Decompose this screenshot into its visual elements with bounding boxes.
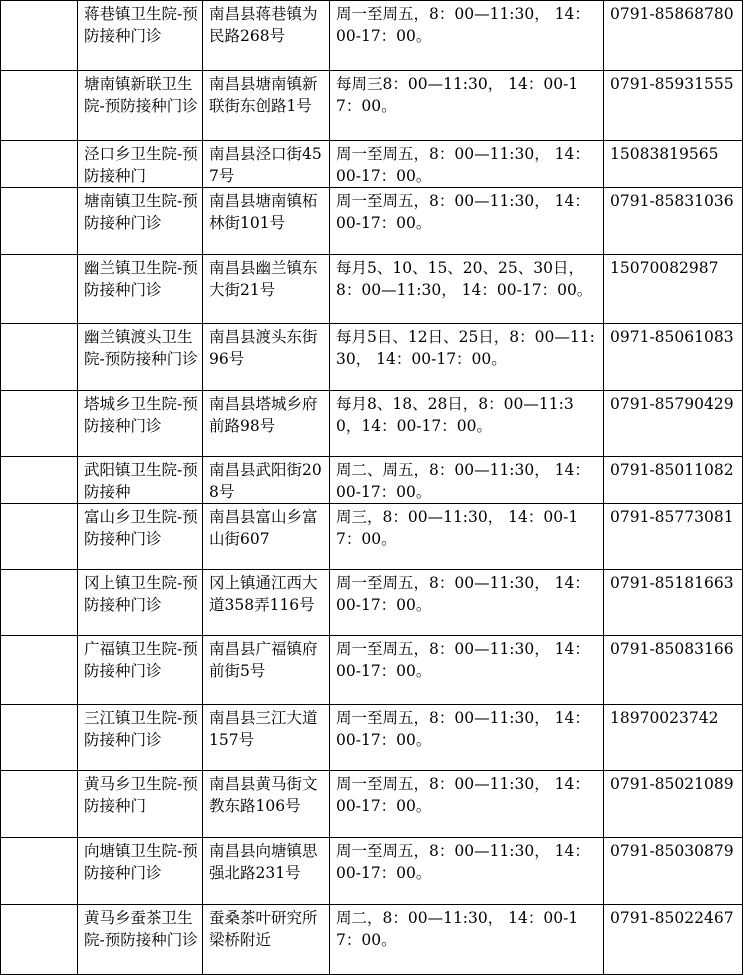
clinic-hours-cell: 周一至周五，8：00—11:30， 14：00-17：00。 bbox=[330, 705, 604, 771]
clinic-hours-cell: 周一至周五，8：00—11:30， 14：00-17：00。 bbox=[330, 771, 604, 838]
clinic-name-cell: 武阳镇卫生院-预防接种 bbox=[78, 457, 203, 504]
clinic-hours-cell: 每月5日、12日、25日，8：00—11:30， 14：00-17：00。 bbox=[330, 324, 604, 391]
clinic-phone-cell: 0791-85083166 bbox=[604, 636, 743, 705]
row-leading-cell bbox=[1, 570, 78, 636]
table-row bbox=[1, 141, 743, 188]
clinic-phone-cell: 0791-85831036 bbox=[604, 188, 743, 255]
clinic-hours-cell: 周一至周五，8：00—11:30， 14：00-17：00。 bbox=[330, 838, 604, 905]
clinic-name-cell: 黄马乡蚕茶卫生院-预防接种门诊 bbox=[78, 905, 203, 975]
clinic-name-cell: 泾口乡卫生院-预防接种门 bbox=[78, 141, 203, 188]
clinic-phone-cell: 0791-85773081 bbox=[604, 504, 743, 570]
clinic-phone-cell: 0791-85931555 bbox=[604, 71, 743, 141]
table-row bbox=[1, 771, 743, 838]
clinic-address-cell: 冈上镇通江西大道358弄116号 bbox=[203, 570, 330, 636]
table-row bbox=[1, 905, 743, 975]
clinic-phone-cell: 0791-85181663 bbox=[604, 570, 743, 636]
clinic-address-cell: 南昌县塘南镇柘林街101号 bbox=[203, 188, 330, 255]
clinic-phone-cell: 15083819565 bbox=[604, 141, 743, 188]
table-row bbox=[1, 188, 743, 255]
clinic-phone-cell: 0791-85022467 bbox=[604, 905, 743, 975]
row-leading-cell bbox=[1, 771, 78, 838]
clinic-phone-cell: 18970023742 bbox=[604, 705, 743, 771]
clinic-phone-cell: 0791-85011082 bbox=[604, 457, 743, 504]
clinic-name-cell: 塔城乡卫生院-预防接种门诊 bbox=[78, 391, 203, 457]
clinic-address-cell: 南昌县渡头东街96号 bbox=[203, 324, 330, 391]
clinic-phone-cell: 0971-85061083 bbox=[604, 324, 743, 391]
clinic-phone-cell: 0791-85868780 bbox=[604, 1, 743, 71]
clinic-hours-cell: 每周三8：00—11:30， 14：00-17：00。 bbox=[330, 71, 604, 141]
table-row bbox=[1, 1, 743, 71]
clinic-phone-cell: 0791-85021089 bbox=[604, 771, 743, 838]
row-leading-cell bbox=[1, 71, 78, 141]
clinic-name-cell: 广福镇卫生院-预防接种门诊 bbox=[78, 636, 203, 705]
clinic-phone-cell: 15070082987 bbox=[604, 255, 743, 324]
clinic-address-cell: 南昌县蒋巷镇为民路268号 bbox=[203, 1, 330, 71]
clinic-address-cell: 南昌县向塘镇思强北路231号 bbox=[203, 838, 330, 905]
clinic-phone-cell: 0791-85790429 bbox=[604, 391, 743, 457]
clinic-address-cell: 南昌县幽兰镇东大街21号 bbox=[203, 255, 330, 324]
table-row bbox=[1, 636, 743, 705]
clinic-name-cell: 蒋巷镇卫生院-预防接种门诊 bbox=[78, 1, 203, 71]
clinic-address-cell: 南昌县塘南镇新联街东创路1号 bbox=[203, 71, 330, 141]
clinic-name-cell: 幽兰镇卫生院-预防接种门诊 bbox=[78, 255, 203, 324]
clinic-hours-cell: 周一至周五，8：00—11:30， 14：00-17：00。 bbox=[330, 188, 604, 255]
table-row bbox=[1, 324, 743, 391]
row-leading-cell bbox=[1, 504, 78, 570]
clinic-hours-cell: 周二、周五，8：00—11:30， 14：00-17：00。 bbox=[330, 457, 604, 504]
row-leading-cell bbox=[1, 636, 78, 705]
clinic-hours-cell: 周二，8：00—11:30， 14：00-17：00。 bbox=[330, 905, 604, 975]
row-leading-cell bbox=[1, 188, 78, 255]
clinic-address-cell: 南昌县泾口街457号 bbox=[203, 141, 330, 188]
clinic-address-cell: 蚕桑茶叶研究所梁桥附近 bbox=[203, 905, 330, 975]
clinic-name-cell: 塘南镇卫生院-预防接种门诊 bbox=[78, 188, 203, 255]
clinic-name-cell: 幽兰镇渡头卫生院-预防接种门诊 bbox=[78, 324, 203, 391]
table-row bbox=[1, 457, 743, 504]
row-leading-cell bbox=[1, 391, 78, 457]
clinic-name-cell: 向塘镇卫生院-预防接种门诊 bbox=[78, 838, 203, 905]
row-leading-cell bbox=[1, 255, 78, 324]
table-row bbox=[1, 391, 743, 457]
clinic-hours-cell: 周一至周五，8：00—11:30， 14：00-17：00。 bbox=[330, 636, 604, 705]
row-leading-cell bbox=[1, 324, 78, 391]
table-row bbox=[1, 255, 743, 324]
table-row bbox=[1, 705, 743, 771]
row-leading-cell bbox=[1, 1, 78, 71]
clinic-address-cell: 南昌县黄马街文教东路106号 bbox=[203, 771, 330, 838]
clinic-hours-cell: 每月8、18、28日，8：00—11:30，14：00-17：00。 bbox=[330, 391, 604, 457]
clinic-name-cell: 冈上镇卫生院-预防接种门诊 bbox=[78, 570, 203, 636]
clinic-name-cell: 富山乡卫生院-预防接种门诊 bbox=[78, 504, 203, 570]
clinic-address-cell: 南昌县武阳街208号 bbox=[203, 457, 330, 504]
clinic-address-cell: 南昌县三江大道157号 bbox=[203, 705, 330, 771]
table-row bbox=[1, 570, 743, 636]
clinic-table-body bbox=[1, 1, 743, 975]
clinic-hours-cell: 周三，8：00—11:30， 14：00-17：00。 bbox=[330, 504, 604, 570]
clinic-name-cell: 三江镇卫生院-预防接种门诊 bbox=[78, 705, 203, 771]
row-leading-cell bbox=[1, 905, 78, 975]
clinic-name-cell: 塘南镇新联卫生院-预防接种门诊 bbox=[78, 71, 203, 141]
clinic-address-cell: 南昌县塔城乡府前路98号 bbox=[203, 391, 330, 457]
clinic-address-cell: 南昌县富山乡富山街607 bbox=[203, 504, 330, 570]
clinic-hours-cell: 周一至周五，8：00—11:30， 14：00-17：00。 bbox=[330, 570, 604, 636]
table-row bbox=[1, 71, 743, 141]
clinic-name-cell: 黄马乡卫生院-预防接种门 bbox=[78, 771, 203, 838]
clinic-hours-cell: 周一至周五，8：00—11:30， 14：00-17：00。 bbox=[330, 141, 604, 188]
clinic-address-cell: 南昌县广福镇府前街5号 bbox=[203, 636, 330, 705]
clinic-hours-cell: 周一至周五，8：00—11:30， 14：00-17：00。 bbox=[330, 1, 604, 71]
row-leading-cell bbox=[1, 838, 78, 905]
clinic-phone-cell: 0791-85030879 bbox=[604, 838, 743, 905]
table-row bbox=[1, 838, 743, 905]
row-leading-cell bbox=[1, 457, 78, 504]
table-row bbox=[1, 504, 743, 570]
row-leading-cell bbox=[1, 705, 78, 771]
clinic-hours-cell: 每月5、10、15、20、25、30日，8：00—11:30， 14：00-17：00。 bbox=[330, 255, 604, 324]
row-leading-cell bbox=[1, 141, 78, 188]
